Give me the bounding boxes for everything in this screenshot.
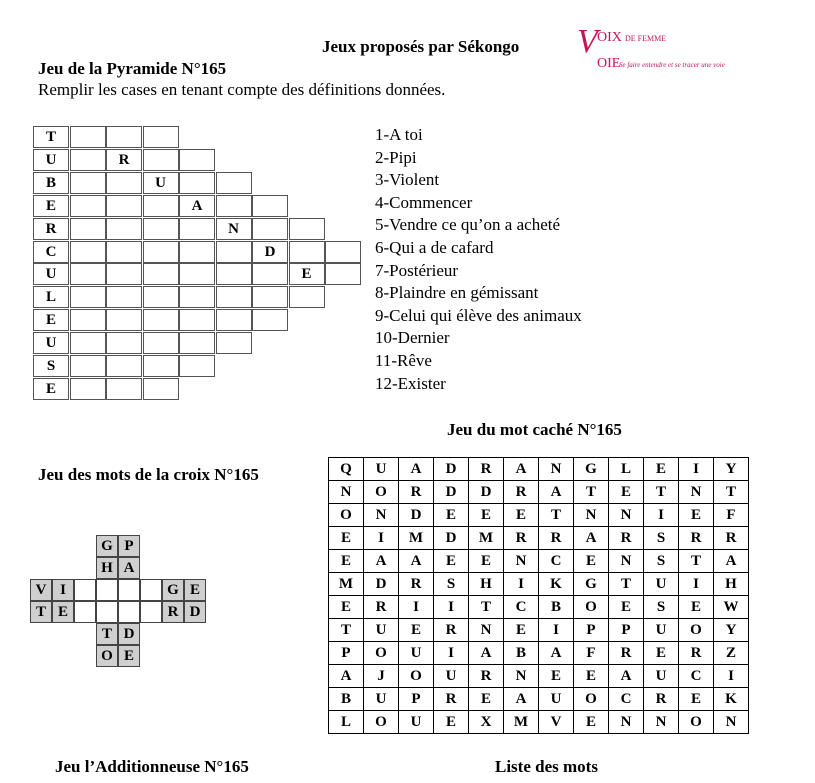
pyramid-cell[interactable] xyxy=(70,195,106,217)
definition-item: 12-Exister xyxy=(375,373,446,393)
cross-empty-cell[interactable] xyxy=(140,601,162,623)
word-search-cell[interactable]: N xyxy=(609,550,644,573)
pyramid-cell[interactable] xyxy=(106,126,142,148)
additionneuse-title: Jeu l’Additionneuse N°165 xyxy=(55,757,249,776)
word-search-cell[interactable]: R xyxy=(434,688,469,711)
word-search-cell[interactable]: E xyxy=(434,711,469,734)
pyramid-cell[interactable] xyxy=(70,149,106,171)
pyramid-cell[interactable] xyxy=(143,309,179,331)
word-search-cell[interactable]: U xyxy=(364,619,399,642)
word-search-cell[interactable]: A xyxy=(714,550,749,573)
pyramid-cell[interactable] xyxy=(216,241,252,263)
word-search-cell[interactable]: M xyxy=(504,711,539,734)
pyramid-cell[interactable]: T xyxy=(33,126,69,148)
word-search-row xyxy=(329,665,749,688)
word-search-cell[interactable]: U xyxy=(364,458,399,481)
pyramid-cell[interactable] xyxy=(106,218,142,240)
word-search-cell[interactable]: R xyxy=(539,527,574,550)
word-search-cell[interactable]: R xyxy=(364,596,399,619)
word-search-cell[interactable]: C xyxy=(679,665,714,688)
word-search-cell[interactable]: N xyxy=(329,481,364,504)
word-search-cell[interactable]: O xyxy=(364,711,399,734)
word-search-cell[interactable]: E xyxy=(539,665,574,688)
word-search-cell[interactable]: O xyxy=(679,711,714,734)
word-search-cell[interactable]: H xyxy=(714,573,749,596)
word-search-cell[interactable]: D xyxy=(399,504,434,527)
word-search-cell[interactable]: N xyxy=(574,504,609,527)
pyramid-cell[interactable] xyxy=(70,332,106,354)
cross-cell[interactable]: I xyxy=(52,579,74,601)
pyramid-cell[interactable] xyxy=(70,126,106,148)
word-search-cell[interactable]: R xyxy=(399,573,434,596)
cross-empty-cell[interactable] xyxy=(74,579,96,601)
word-search-cell[interactable]: G xyxy=(574,573,609,596)
word-search-cell[interactable]: E xyxy=(399,619,434,642)
word-search-cell[interactable]: P xyxy=(399,688,434,711)
pyramid-cell[interactable] xyxy=(325,263,361,285)
word-search-cell[interactable]: A xyxy=(504,688,539,711)
pyramid-cell[interactable] xyxy=(179,218,215,240)
logo-graphic xyxy=(575,22,755,77)
word-search-grid xyxy=(328,457,749,734)
word-search-cell[interactable]: T xyxy=(574,481,609,504)
word-search-cell[interactable]: E xyxy=(574,665,609,688)
pyramid-cell[interactable] xyxy=(143,332,179,354)
pyramid-cell[interactable] xyxy=(106,263,142,285)
word-search-cell[interactable]: R xyxy=(504,527,539,550)
cross-cell[interactable]: T xyxy=(96,623,118,645)
word-search-cell[interactable]: N xyxy=(679,481,714,504)
cross-grid xyxy=(30,535,210,675)
definition-item: 7-Postérieur xyxy=(375,260,459,280)
pyramid-cell[interactable] xyxy=(179,149,215,171)
definition-item: 1-A toi xyxy=(375,125,423,144)
word-search-cell[interactable]: E xyxy=(469,550,504,573)
cross-empty-cell[interactable] xyxy=(96,579,118,601)
word-search-cell[interactable]: E xyxy=(469,504,504,527)
definition-item: 4-Commencer xyxy=(375,192,473,212)
pyramid-cell[interactable] xyxy=(252,195,288,217)
pyramid-cell[interactable] xyxy=(106,378,142,400)
cross-empty-cell[interactable] xyxy=(118,601,140,623)
word-search-cell[interactable]: N xyxy=(364,504,399,527)
cross-empty-cell[interactable] xyxy=(74,601,96,623)
cross-cell[interactable]: O xyxy=(96,645,118,667)
pyramid-cell[interactable] xyxy=(289,241,325,263)
pyramid-cell[interactable]: R xyxy=(33,218,69,240)
pyramid-cell[interactable] xyxy=(70,309,106,331)
word-search-cell[interactable]: O xyxy=(364,481,399,504)
word-search-cell[interactable]: E xyxy=(679,596,714,619)
word-search-cell[interactable]: E xyxy=(434,504,469,527)
word-search-cell[interactable]: T xyxy=(329,619,364,642)
word-search-cell[interactable]: E xyxy=(679,688,714,711)
word-search-cell[interactable]: E xyxy=(644,642,679,665)
word-search-cell[interactable]: E xyxy=(329,550,364,573)
word-search-cell[interactable]: Y xyxy=(714,619,749,642)
pyramid-cell[interactable] xyxy=(143,355,179,377)
definition-item: 8-Plaindre en gémissant xyxy=(375,283,539,303)
word-search-cell[interactable]: A xyxy=(574,527,609,550)
word-list-title: Liste des mots xyxy=(495,757,598,776)
word-search-cell[interactable]: M xyxy=(469,527,504,550)
word-search-cell[interactable]: T xyxy=(714,481,749,504)
word-search-cell[interactable]: E xyxy=(644,458,679,481)
pyramid-cell[interactable]: E xyxy=(33,378,69,400)
word-search-cell[interactable]: P xyxy=(574,619,609,642)
pyramid-cell[interactable] xyxy=(216,195,252,217)
word-search-row xyxy=(329,596,749,619)
pyramid-cell[interactable] xyxy=(106,355,142,377)
word-search-cell[interactable]: C xyxy=(609,688,644,711)
word-search-cell[interactable]: U xyxy=(644,619,679,642)
word-search-row xyxy=(329,458,749,481)
word-search-cell[interactable]: E xyxy=(504,619,539,642)
definition-item: 11-Rêve xyxy=(375,350,432,370)
word-search-cell[interactable]: U xyxy=(434,665,469,688)
pyramid-cell[interactable] xyxy=(179,309,215,331)
word-search-cell[interactable]: U xyxy=(644,665,679,688)
word-search-cell[interactable]: E xyxy=(574,550,609,573)
pyramid-cell[interactable] xyxy=(179,241,215,263)
cross-empty-cell[interactable] xyxy=(96,601,118,623)
word-search-cell[interactable]: A xyxy=(399,458,434,481)
word-search-cell[interactable]: R xyxy=(714,527,749,550)
pyramid-cell[interactable] xyxy=(216,332,252,354)
word-search-cell[interactable]: O xyxy=(329,504,364,527)
cross-cell[interactable]: V xyxy=(30,579,52,601)
word-search-cell[interactable]: I xyxy=(679,573,714,596)
pyramid-cell[interactable] xyxy=(179,355,215,377)
pyramid-cell[interactable] xyxy=(252,286,288,308)
pyramid-definitions xyxy=(375,124,582,395)
word-search-cell[interactable]: I xyxy=(434,596,469,619)
word-search-cell[interactable]: K xyxy=(714,688,749,711)
word-search-cell[interactable]: U xyxy=(399,711,434,734)
word-search-row xyxy=(329,573,749,596)
cross-cell[interactable]: D xyxy=(118,623,140,645)
pyramid-cell[interactable] xyxy=(143,126,179,148)
pyramid-cell[interactable]: S xyxy=(33,355,69,377)
word-search-row xyxy=(329,619,749,642)
word-search-row xyxy=(329,688,749,711)
word-search-cell[interactable]: Q xyxy=(329,458,364,481)
word-search-cell[interactable]: L xyxy=(329,711,364,734)
word-search-cell[interactable]: A xyxy=(469,642,504,665)
word-search-cell[interactable]: R xyxy=(399,481,434,504)
word-search-cell[interactable]: I xyxy=(399,596,434,619)
word-search-cell[interactable]: T xyxy=(539,504,574,527)
pyramid-cell[interactable] xyxy=(70,218,106,240)
word-search-cell[interactable]: X xyxy=(469,711,504,734)
word-search-row xyxy=(329,550,749,573)
word-search-cell[interactable]: O xyxy=(679,619,714,642)
svg-text:DE FEMME: DE FEMME xyxy=(625,34,667,43)
cross-title: Jeu des mots de la croix N°165 xyxy=(38,465,259,484)
cross-cell[interactable]: A xyxy=(118,557,140,579)
word-search-cell[interactable]: G xyxy=(574,458,609,481)
word-search-cell[interactable]: O xyxy=(399,665,434,688)
word-search-cell[interactable]: F xyxy=(714,504,749,527)
pyramid-cell[interactable] xyxy=(143,149,179,171)
word-search-cell[interactable]: R xyxy=(609,527,644,550)
word-search-cell[interactable]: U xyxy=(644,573,679,596)
word-search-row xyxy=(329,504,749,527)
word-search-cell[interactable]: N xyxy=(609,504,644,527)
pyramid-cell[interactable]: R xyxy=(106,149,142,171)
pyramid-cell[interactable] xyxy=(179,263,215,285)
voix-de-femme-logo xyxy=(575,22,755,77)
word-search-cell[interactable]: A xyxy=(609,665,644,688)
pyramid-cell[interactable]: U xyxy=(33,149,69,171)
pyramid-cell[interactable] xyxy=(143,218,179,240)
pyramid-cell[interactable] xyxy=(70,263,106,285)
word-search-cell[interactable]: T xyxy=(644,481,679,504)
word-search-cell[interactable]: M xyxy=(329,573,364,596)
word-search-cell[interactable]: O xyxy=(574,688,609,711)
svg-text:Se faire entendre et se tracer: Se faire entendre et se tracer une voie xyxy=(619,61,725,69)
word-search-cell[interactable]: E xyxy=(504,504,539,527)
word-search-cell[interactable]: P xyxy=(329,642,364,665)
word-search-cell[interactable]: T xyxy=(609,573,644,596)
svg-text:OIX: OIX xyxy=(597,30,622,45)
word-search-cell[interactable]: D xyxy=(469,481,504,504)
pyramid-cell[interactable] xyxy=(70,286,106,308)
cross-cell[interactable]: T xyxy=(30,601,52,623)
pyramid-cell[interactable] xyxy=(216,286,252,308)
pyramid-cell[interactable] xyxy=(70,241,106,263)
word-search-cell[interactable]: R xyxy=(469,458,504,481)
pyramid-cell[interactable]: B xyxy=(33,172,69,194)
pyramid-cell[interactable]: E xyxy=(33,195,69,217)
pyramid-cell[interactable] xyxy=(179,332,215,354)
pyramid-cell[interactable]: E xyxy=(33,309,69,331)
cross-cell[interactable]: G xyxy=(96,535,118,557)
definition-item: 9-Celui qui élève des animaux xyxy=(375,305,582,325)
word-search-cell[interactable]: E xyxy=(329,596,364,619)
word-search-row xyxy=(329,711,749,734)
word-search-cell[interactable]: D xyxy=(364,573,399,596)
pyramid-cell[interactable]: U xyxy=(33,263,69,285)
pyramid-cell[interactable] xyxy=(70,355,106,377)
pyramid-cell[interactable] xyxy=(143,286,179,308)
word-search-cell[interactable]: R xyxy=(434,619,469,642)
word-search-cell[interactable]: E xyxy=(574,711,609,734)
pyramid-cell[interactable] xyxy=(106,241,142,263)
word-search-cell[interactable]: W xyxy=(714,596,749,619)
pyramid-cell[interactable] xyxy=(143,378,179,400)
word-search-cell[interactable]: U xyxy=(539,688,574,711)
word-search-cell[interactable]: E xyxy=(434,550,469,573)
word-search-cell[interactable]: R xyxy=(644,688,679,711)
word-search-row xyxy=(329,642,749,665)
word-search-cell[interactable]: S xyxy=(644,596,679,619)
pyramid-cell[interactable] xyxy=(289,286,325,308)
word-search-cell[interactable]: C xyxy=(539,550,574,573)
word-search-cell[interactable]: N xyxy=(539,458,574,481)
word-search-cell[interactable]: B xyxy=(504,642,539,665)
word-search-cell[interactable]: R xyxy=(504,481,539,504)
word-search-cell[interactable]: N xyxy=(609,711,644,734)
word-search-cell[interactable]: U xyxy=(399,642,434,665)
word-search-cell[interactable]: R xyxy=(679,527,714,550)
cross-empty-cell[interactable] xyxy=(140,579,162,601)
word-search-cell[interactable]: N xyxy=(504,550,539,573)
word-search-cell[interactable]: E xyxy=(609,481,644,504)
word-search-cell[interactable]: I xyxy=(714,665,749,688)
word-search-cell[interactable]: R xyxy=(469,665,504,688)
word-search-cell[interactable]: R xyxy=(679,642,714,665)
pyramid-cell[interactable] xyxy=(143,263,179,285)
pyramid-grid xyxy=(33,126,373,416)
word-search-cell[interactable]: I xyxy=(434,642,469,665)
word-search-cell[interactable]: E xyxy=(679,504,714,527)
word-search-cell[interactable]: U xyxy=(364,688,399,711)
definition-item: 3-Violent xyxy=(375,170,440,190)
word-search-cell[interactable]: H xyxy=(469,573,504,596)
cross-cell[interactable]: E xyxy=(52,601,74,623)
pyramid-cell[interactable] xyxy=(252,309,288,331)
pyramid-cell[interactable] xyxy=(216,263,252,285)
pyramid-cell[interactable]: E xyxy=(289,263,325,285)
pyramid-cell[interactable] xyxy=(106,332,142,354)
pyramid-cell[interactable] xyxy=(70,378,106,400)
cross-cell[interactable]: E xyxy=(184,579,206,601)
pyramid-cell[interactable] xyxy=(70,172,106,194)
pyramid-cell[interactable] xyxy=(179,286,215,308)
word-search-cell[interactable]: C xyxy=(504,596,539,619)
pyramid-cell[interactable] xyxy=(179,172,215,194)
page-title: Jeux proposés par Sékongo xyxy=(322,37,520,56)
word-search-cell[interactable]: J xyxy=(364,665,399,688)
definition-item: 2-Pipi xyxy=(375,147,417,167)
pyramid-instructions: Remplir les cases en tenant compte des définitions données. xyxy=(38,80,446,99)
pyramid-cell[interactable] xyxy=(106,195,142,217)
word-search-cell[interactable]: A xyxy=(539,642,574,665)
word-search-cell[interactable]: N xyxy=(504,665,539,688)
pyramid-cell[interactable] xyxy=(216,309,252,331)
pyramid-cell[interactable]: N xyxy=(216,218,252,240)
cross-cell[interactable]: R xyxy=(162,601,184,623)
word-search-cell[interactable]: S xyxy=(434,573,469,596)
svg-text:OIE: OIE xyxy=(597,56,621,71)
word-search-cell[interactable]: E xyxy=(609,596,644,619)
pyramid-title: Jeu de la Pyramide N°165 xyxy=(38,59,227,78)
word-search-cell[interactable]: I xyxy=(539,619,574,642)
word-search-cell[interactable]: M xyxy=(399,527,434,550)
word-search-cell[interactable]: D xyxy=(434,458,469,481)
cross-cell[interactable]: G xyxy=(162,579,184,601)
pyramid-cell[interactable] xyxy=(143,195,179,217)
word-search-cell[interactable]: T xyxy=(469,596,504,619)
word-search-cell[interactable]: B xyxy=(329,688,364,711)
word-search-cell[interactable]: K xyxy=(539,573,574,596)
word-search-cell[interactable]: F xyxy=(574,642,609,665)
word-search-cell[interactable]: D xyxy=(434,527,469,550)
word-search-row xyxy=(329,527,749,550)
pyramid-cell[interactable] xyxy=(106,286,142,308)
word-search-cell[interactable]: N xyxy=(714,711,749,734)
definition-item: 6-Qui a de cafard xyxy=(375,237,494,257)
pyramid-cell[interactable] xyxy=(325,241,361,263)
word-search-cell[interactable]: D xyxy=(434,481,469,504)
word-search-cell[interactable]: L xyxy=(609,458,644,481)
word-search-cell[interactable]: I xyxy=(504,573,539,596)
definition-item: 10-Dernier xyxy=(375,328,450,348)
word-search-cell[interactable]: A xyxy=(329,665,364,688)
word-search-cell[interactable]: I xyxy=(679,458,714,481)
word-search-cell[interactable]: V xyxy=(539,711,574,734)
word-search-cell[interactable]: T xyxy=(679,550,714,573)
cross-cell[interactable]: D xyxy=(184,601,206,623)
pyramid-cell[interactable]: L xyxy=(33,286,69,308)
pyramid-cell[interactable]: D xyxy=(252,241,288,263)
word-search-cell[interactable]: Y xyxy=(714,458,749,481)
word-search-cell[interactable]: I xyxy=(644,504,679,527)
word-search-cell[interactable]: A xyxy=(504,458,539,481)
word-search-cell[interactable]: Z xyxy=(714,642,749,665)
logo-v-letter: V xyxy=(577,23,598,60)
word-search-cell[interactable]: A xyxy=(399,550,434,573)
word-search-cell[interactable]: S xyxy=(644,527,679,550)
word-search-cell[interactable]: S xyxy=(644,550,679,573)
word-search-cell[interactable]: N xyxy=(469,619,504,642)
pyramid-cell[interactable]: C xyxy=(33,241,69,263)
pyramid-cell[interactable] xyxy=(106,172,142,194)
pyramid-cell[interactable] xyxy=(216,172,252,194)
pyramid-cell[interactable] xyxy=(106,309,142,331)
word-search-cell[interactable]: E xyxy=(329,527,364,550)
pyramid-cell[interactable] xyxy=(143,241,179,263)
word-search-row xyxy=(329,481,749,504)
definition-item: 5-Vendre ce qu’on a acheté xyxy=(375,215,561,235)
cross-empty-cell[interactable] xyxy=(118,579,140,601)
word-search-cell[interactable]: I xyxy=(364,527,399,550)
word-search-cell[interactable]: R xyxy=(609,642,644,665)
pyramid-cell[interactable]: U xyxy=(143,172,179,194)
word-search-cell[interactable]: A xyxy=(364,550,399,573)
cross-cell[interactable]: P xyxy=(118,535,140,557)
pyramid-cell[interactable]: A xyxy=(179,195,215,217)
word-search-cell[interactable]: E xyxy=(469,688,504,711)
word-search-cell[interactable]: P xyxy=(609,619,644,642)
pyramid-cell[interactable] xyxy=(289,218,325,240)
word-search-cell[interactable]: B xyxy=(539,596,574,619)
cross-cell[interactable]: H xyxy=(96,557,118,579)
word-search-cell[interactable]: O xyxy=(574,596,609,619)
cross-cell[interactable]: E xyxy=(118,645,140,667)
pyramid-cell[interactable]: U xyxy=(33,332,69,354)
word-search-cell[interactable]: O xyxy=(364,642,399,665)
word-search-cell[interactable]: A xyxy=(539,481,574,504)
pyramid-cell[interactable] xyxy=(252,218,288,240)
word-search-cell[interactable]: N xyxy=(644,711,679,734)
hidden-word-title: Jeu du mot caché N°165 xyxy=(447,420,622,439)
pyramid-cell[interactable] xyxy=(252,263,288,285)
